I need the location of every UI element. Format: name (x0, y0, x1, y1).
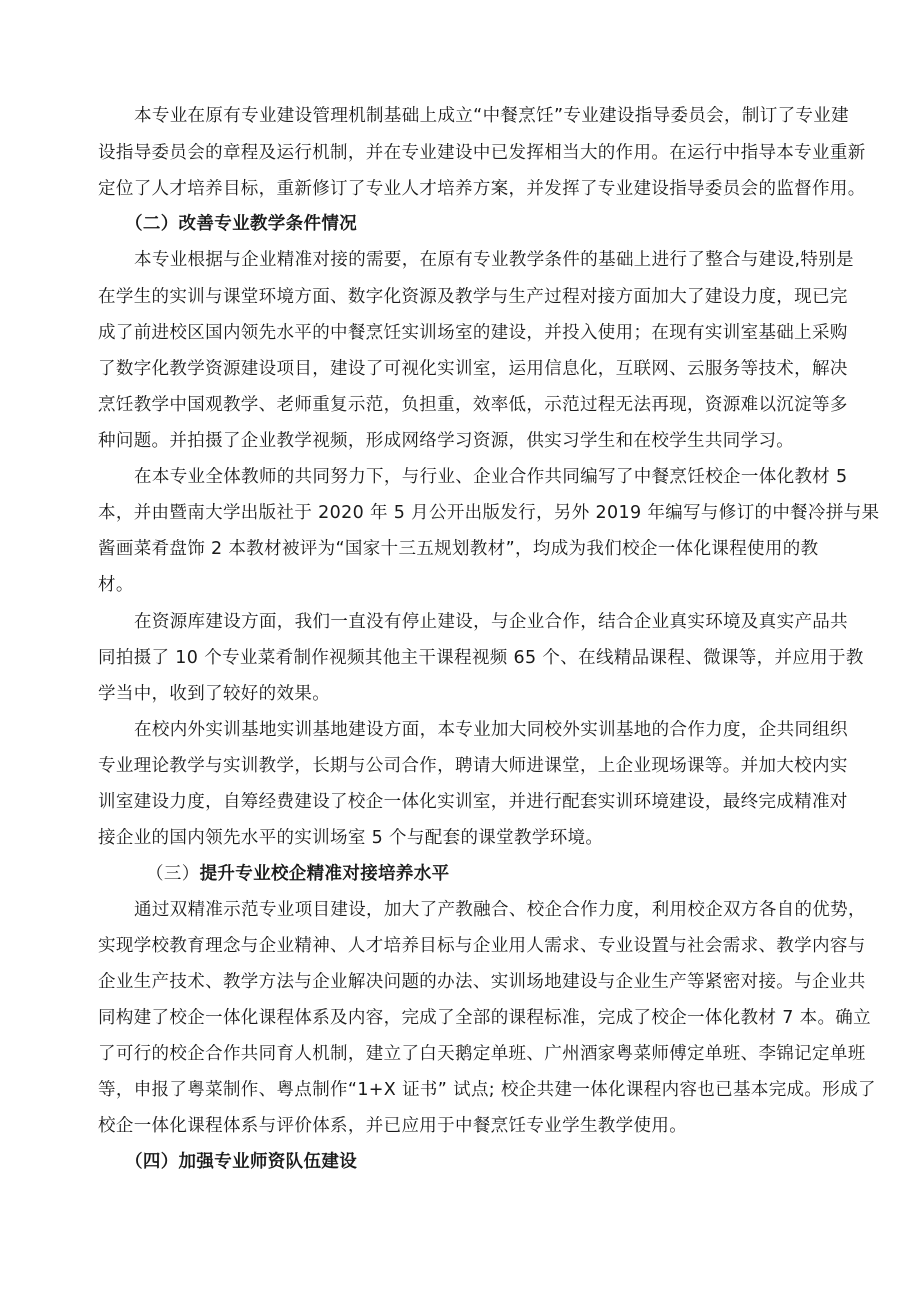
section-heading-3-prefix: （三） (146, 864, 200, 884)
paragraph-2-line-3: 成了前进校区国内领先水平的中餐烹饪实训场室的建设，并投入使用；在现有实训室基础上采购 (98, 323, 848, 343)
paragraph-2-line-1: 本专业根据与企业精准对接的需要，在原有专业教学条件的基础上进行了整合与建设,特别是 (134, 250, 854, 270)
paragraph-5-line-2: 专业理论教学与实训教学，长期与公司合作，聘请大师进课堂，上企业现场课等。并加大校内实 (98, 756, 848, 776)
paragraph-5-line-3: 训室建设力度，自筹经费建设了校企一体化实训室，并进行配套实训环境建设，最终完成精准对 (98, 792, 848, 812)
section-heading-4: （四）加强专业师资队伍建设 (125, 1152, 358, 1172)
paragraph-4-line-3: 学当中，收到了较好的效果。 (98, 684, 331, 704)
paragraph-3-line-4: 材。 (98, 575, 134, 595)
paragraph-2-line-4: 了数字化教学资源建设项目，建设了可视化实训室，运用信息化，互联网、云服务等技术，解决 (98, 359, 848, 379)
paragraph-6-line-3: 企业生产技术、教学方法与企业解决问题的办法、实训场地建设与企业生产等紧密对接。与企业共 (98, 972, 866, 992)
paragraph-4-line-2: 同拍摄了 10 个专业菜肴制作视频其他主干课程视频 65 个、在线精品课程、微课等，并应用于教 (98, 648, 864, 668)
paragraph-2-line-2: 在学生的实训与课堂环境方面、数字化资源及教学与生产过程对接方面加大了建设力度，现已完 (98, 287, 848, 307)
paragraph-4-line-1: 在资源库建设方面，我们一直没有停止建设，与企业合作，结合企业真实环境及真实产品共 (134, 612, 848, 632)
paragraph-6-line-5: 了可行的校企合作共同育人机制，建立了白天鹅定单班、广州酒家粤菜师傅定单班、李锦记定单班 (98, 1044, 866, 1064)
section-heading-2: （二）改善专业教学条件情况 (125, 214, 358, 234)
paragraph-3-line-3: 酱画菜肴盘饰 2 本教材被评为“国家十三五规划教材”，均成为我们校企一体化课程使用的教 (98, 539, 819, 559)
paragraph-5-line-4: 接企业的国内领先水平的实训场室 5 个与配套的课堂教学环境。 (98, 828, 604, 848)
paragraph-1-line-1: 本专业在原有专业建设管理机制基础上成立“中餐烹饪”专业建设指导委员会，制订了专业建 (134, 106, 849, 126)
paragraph-3-line-1: 在本专业全体教师的共同努力下，与行业、企业合作共同编写了中餐烹饪校企一体化教材 5 (134, 467, 848, 487)
paragraph-5-line-1: 在校内外实训基地实训基地建设方面，本专业加大同校外实训基地的合作力度，企共同组织 (134, 720, 848, 740)
paragraph-3-line-2: 本，并由暨南大学出版社于 2020 年 5 月公开出版发行，另外 2019 年编写与修订的中餐冷拼与果 (98, 503, 880, 523)
paragraph-6-line-1: 通过双精准示范专业项目建设，加大了产教融合、校企合作力度，利用校企双方各自的优势， (134, 900, 866, 920)
paragraph-6-line-4: 同构建了校企一体化课程体系及内容，完成了全部的课程标准，完成了校企一体化教材 7 本。确立 (98, 1008, 872, 1028)
paragraph-2-line-5: 烹饪教学中国观教学、老师重复示范，负担重，效率低，示范过程无法再现，资源难以沉淀等多 (98, 395, 848, 415)
paragraph-6-line-7: 校企一体化课程体系与评价体系，并已应用于中餐烹饪专业学生教学使用。 (98, 1116, 688, 1136)
paragraph-2-line-6: 种问题。并拍摄了企业教学视频，形成网络学习资源，供实习学生和在校学生共同学习。 (98, 431, 795, 451)
paragraph-1-line-2: 设指导委员会的章程及运行机制，并在专业建设中已发挥相当大的作用。在运行中指导本专业重新 (98, 143, 866, 163)
section-heading-3 (146, 862, 449, 886)
paragraph-1-line-3: 定位了人才培养目标，重新修订了专业人才培养方案，并发挥了专业建设指导委员会的监督作用。 (98, 179, 866, 199)
section-heading-3-text: 提升专业校企精准对接培养水平 (199, 864, 450, 884)
paragraph-6-line-6: 等，申报了粤菜制作、粤点制作“1+X 证书” 试点; 校企共建一体化课程内容也已基本完成。形成了 (98, 1080, 876, 1100)
paragraph-6-line-2: 实现学校教育理念与企业精神、人才培养目标与企业用人需求、专业设置与社会需求、教学内容与 (98, 936, 866, 956)
